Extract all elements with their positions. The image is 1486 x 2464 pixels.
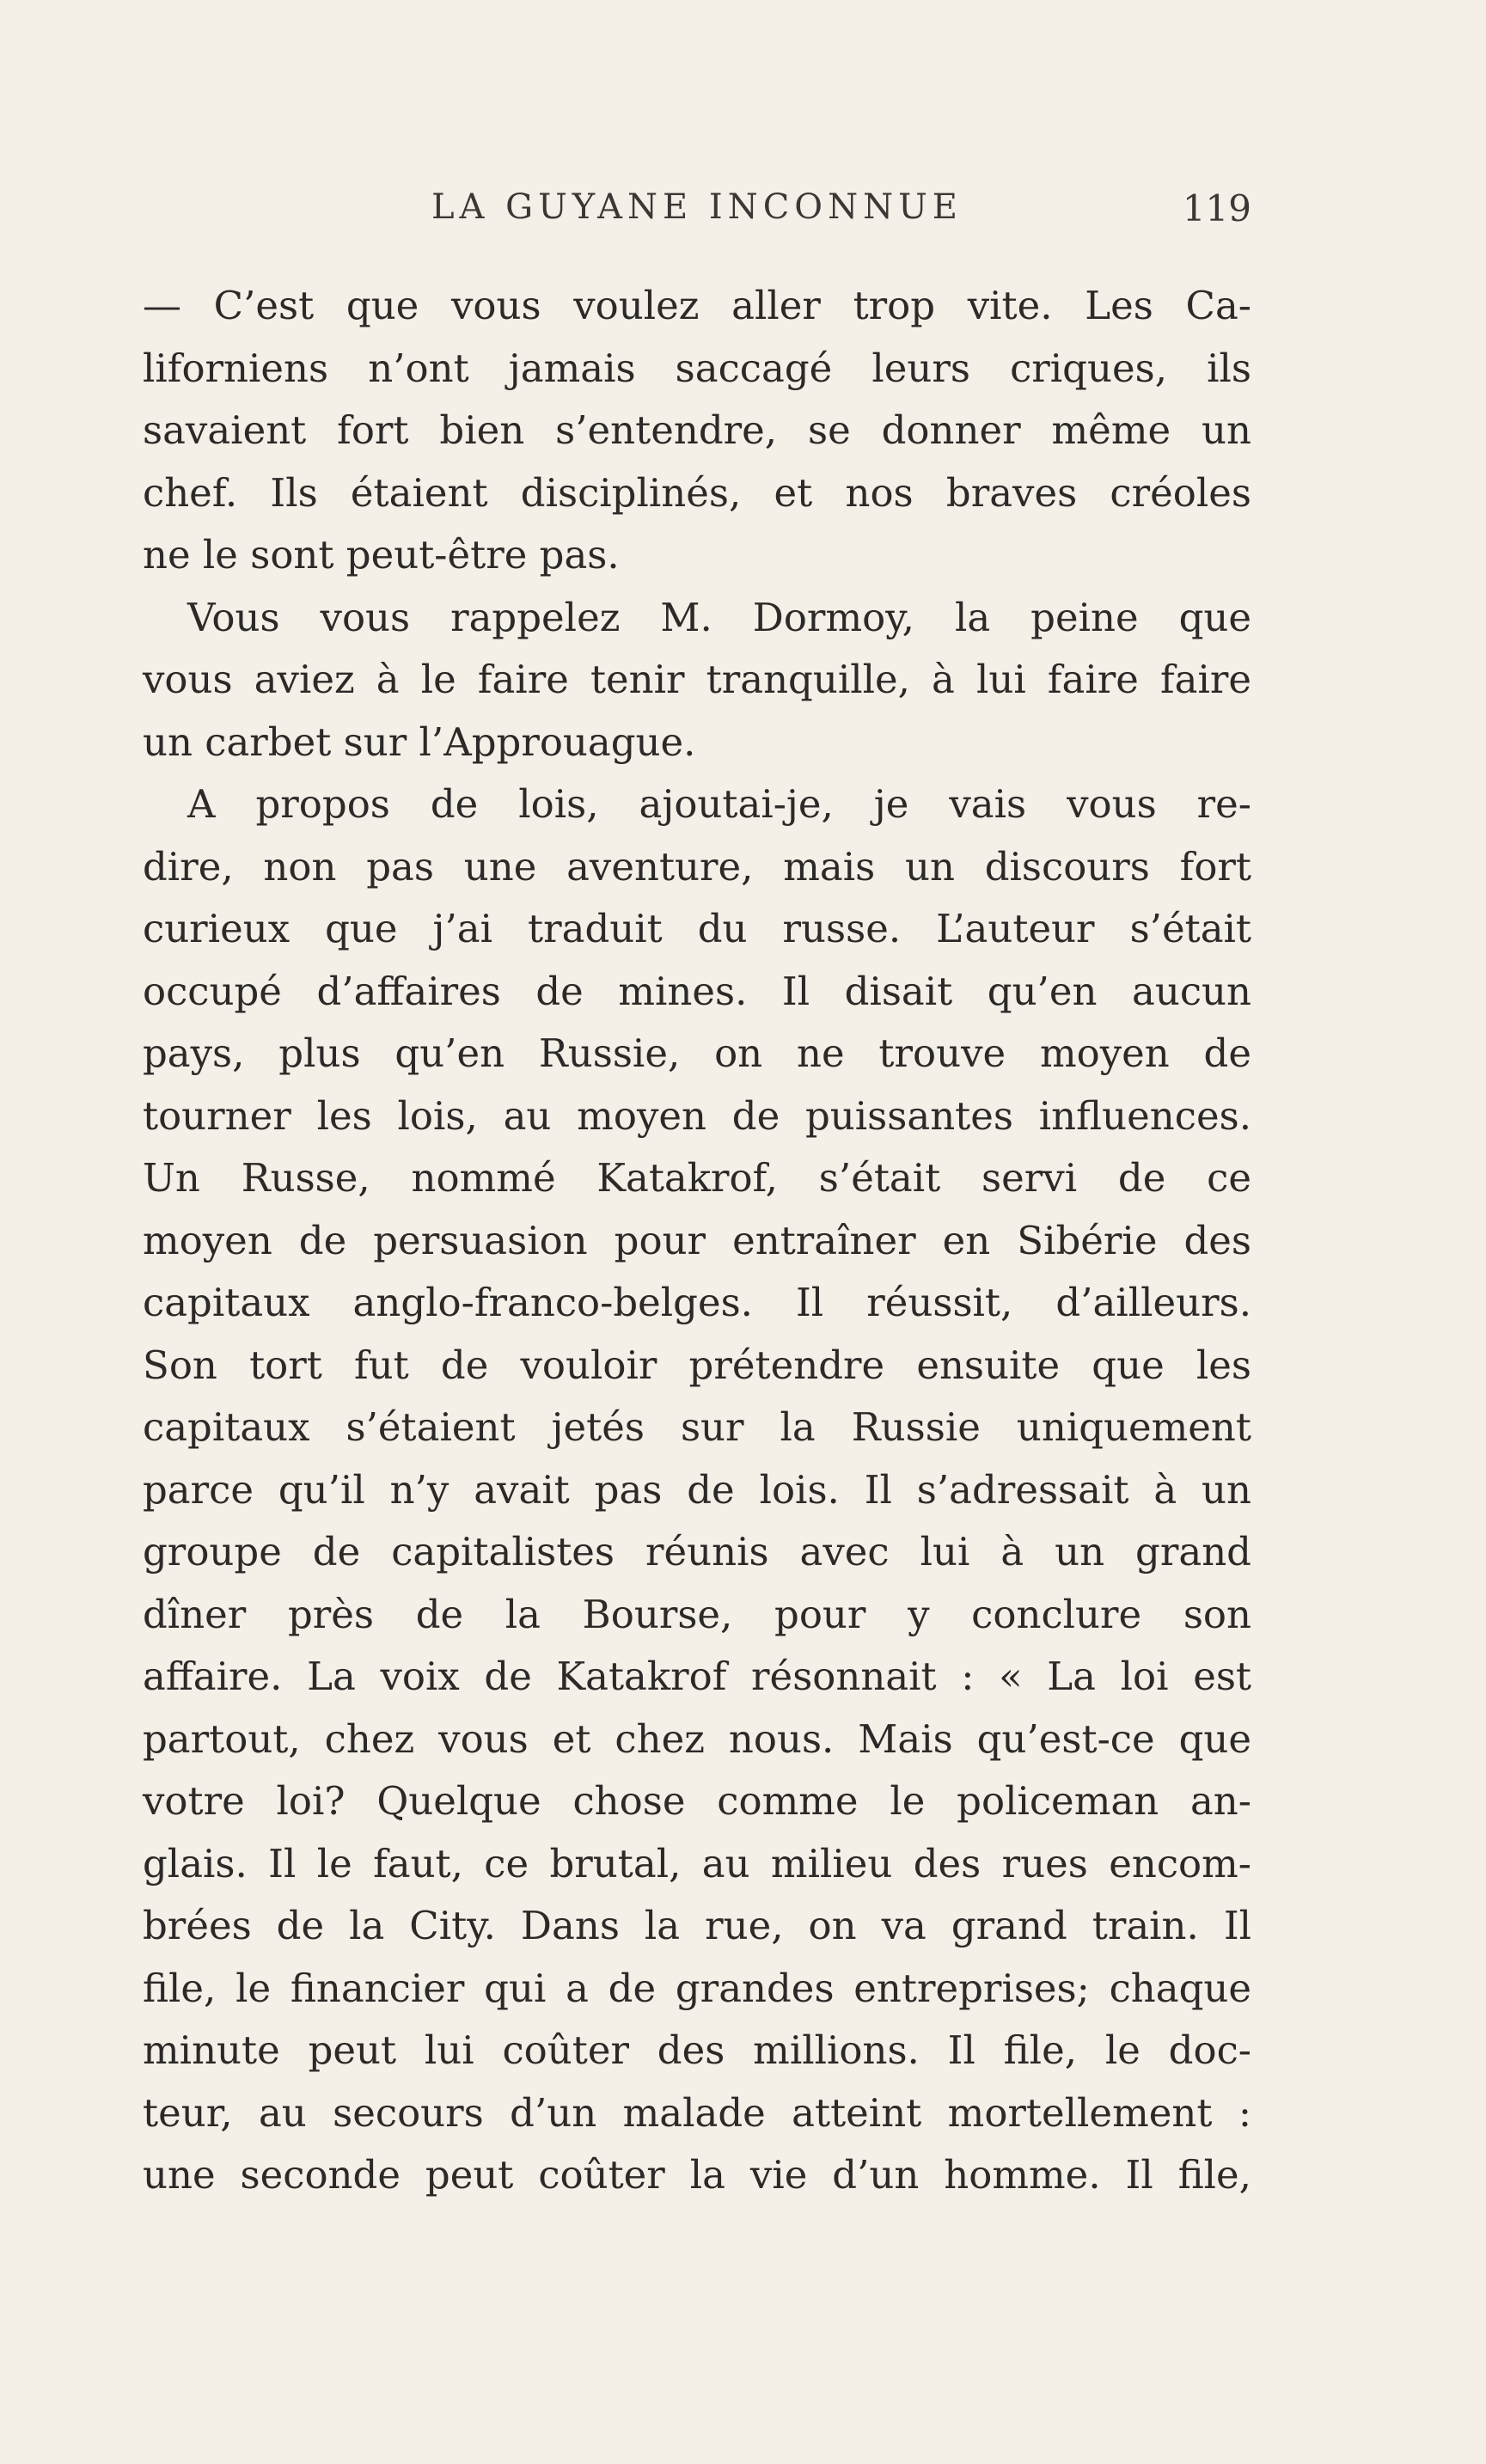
text-line: curieux que j’ai traduit du russe. L’auteur s’était xyxy=(143,906,1251,951)
text-line: brées de la City. Dans la rue, on va grand train. Il xyxy=(143,1903,1251,1948)
text-line: occupé d’affaires de mines. Il disait qu’en aucun xyxy=(143,968,1251,1014)
text-line: glais. Il le faut, ce brutal, au milieu des rues encom- xyxy=(143,1840,1251,1886)
running-title: LA GUYANE INCONNUE xyxy=(431,187,963,227)
page-header xyxy=(143,187,1251,239)
text-line: capitaux s’étaient jetés sur la Russie uniquement xyxy=(143,1404,1251,1450)
text-line: ne le sont peut-être pas. xyxy=(143,532,620,578)
page-number: 119 xyxy=(1182,187,1251,229)
text-line: liforniens n’ont jamais saccagé leurs criques, ils xyxy=(143,345,1251,391)
text-line: Un Russe, nommé Katakrof, s’était servi de ce xyxy=(143,1155,1251,1201)
text-line: groupe de capitalistes réunis avec lui à un grand xyxy=(143,1529,1251,1574)
text-line: dîner près de la Bourse, pour y conclure son xyxy=(143,1591,1251,1637)
text-line: pays, plus qu’en Russie, on ne trouve moyen de xyxy=(143,1030,1251,1076)
text-line: Vous vous rappelez M. Dormoy, la peine que xyxy=(187,594,1251,640)
text-line: votre loi? Quelque chose comme le policeman an- xyxy=(143,1778,1251,1824)
text-line: Son tort fut de vouloir prétendre ensuite que les xyxy=(143,1342,1251,1388)
body-text xyxy=(143,275,1251,2207)
text-line: A propos de lois, ajoutai-je, je vais vous re- xyxy=(187,781,1251,827)
text-line: parce qu’il n’y avait pas de lois. Il s’adressait à un xyxy=(143,1466,1251,1513)
text-line: — C’est que vous voulez aller trop vite. Les Ca- xyxy=(143,283,1251,328)
text-line: teur, au secours d’un malade atteint mortellement : xyxy=(143,2089,1251,2136)
text-line: partout, chez vous et chez nous. Mais qu’est-ce que xyxy=(143,1715,1251,1762)
text-line: moyen de persuasion pour entraîner en Sibérie des xyxy=(143,1217,1251,1263)
text-line: chef. Ils étaient disciplinés, et nos braves créoles xyxy=(143,469,1251,516)
text-line: dire, non pas une aventure, mais un discours fort xyxy=(143,843,1251,890)
text-line: affaire. La voix de Katakrof résonnait : « La loi est xyxy=(143,1654,1251,1699)
text-line: vous aviez à le faire tenir tranquille, à lui faire faire xyxy=(143,657,1251,702)
text-line: tourner les lois, au moyen de puissantes influences. xyxy=(143,1092,1251,1139)
text-line: un carbet sur l’Approuague. xyxy=(143,718,696,765)
text-line: une seconde peut coûter la vie d’un homme. Il file, xyxy=(143,2152,1251,2198)
text-line: savaient fort bien s’entendre, se donner même un xyxy=(143,407,1251,453)
text-line: file, le financier qui a de grandes entreprises; chaque xyxy=(143,1965,1251,2011)
text-line: capitaux anglo-franco-belges. Il réussit, d’ailleurs. xyxy=(143,1280,1251,1325)
text-line: minute peut lui coûter des millions. Il file, le doc- xyxy=(143,2027,1251,2073)
